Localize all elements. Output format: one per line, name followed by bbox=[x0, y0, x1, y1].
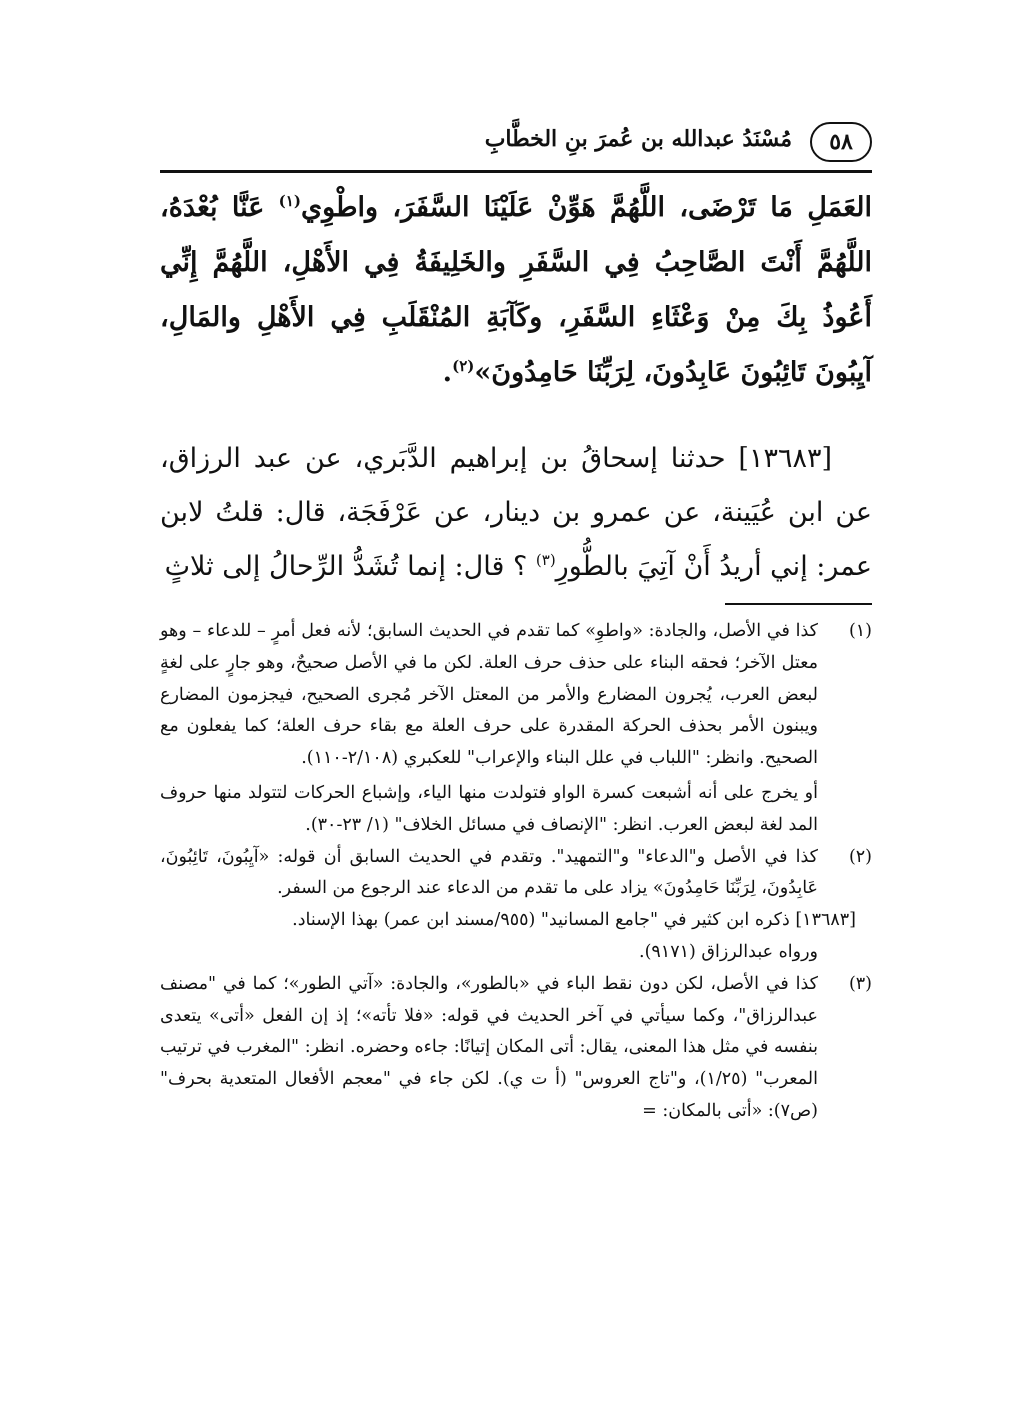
footnote-1 bbox=[160, 616, 872, 842]
footnote-1-para-2: أو يخرج على أنه أشبعت كسرة الواو فتولدت منها الياء، وإشباع الحركات لتتولد منها حروف المد لغة لبعض العرب. انظر: "الإنصاف في مسائل الخلاف" (١/ ٢٣-٣٠). bbox=[160, 782, 818, 835]
footnote-2 bbox=[160, 842, 872, 906]
footnote-2-text: كذا في الأصل و"الدعاء" و"التمهيد". وتقدم في الحديث السابق أن قوله: «آيِبُونَ، تَائِبُونَ، عَابِدُونَ، لِرَبِّنَا حَامِدُونَ» يزاد على ما تقدم من الدعاء عند الرجوع من السفر. bbox=[160, 846, 818, 899]
narration-end: ؟ قال: إنما تُشَدُّ الرِّحالُ إلى ثلاثٍ bbox=[164, 551, 536, 582]
narration-13683 bbox=[160, 432, 872, 594]
takhrij-line-1: [١٣٦٨٣] ذكره ابن كثير في "جامع المسانيد" (٩٥٥/مسند ابن عمر) بهذا الإسناد. bbox=[292, 910, 856, 931]
footnote-3-body bbox=[160, 969, 818, 1128]
narration-lead: [١٣٦٨٣] حدثنا إسحاقُ بن إبراهيم الدَّبَري، عن عبد الرزاق، عن ابن عُيَينة، عن عمرو بن دينار، عن عَرْفَجَة، قال: قلتُ لابن عمر: إني أريدُ أَنْ آتِيَ بالطُّورِ bbox=[160, 443, 872, 582]
hadith-text-end: . bbox=[442, 357, 453, 388]
footnote-1-body bbox=[160, 616, 818, 842]
takhrij-note bbox=[160, 905, 872, 969]
footnote-2-body bbox=[160, 842, 818, 906]
header-divider bbox=[160, 170, 872, 173]
page-number: ٥٨ bbox=[810, 122, 872, 162]
footnote-ref-3[interactable]: (٣) bbox=[535, 551, 556, 569]
footnote-ref-1[interactable]: (١) bbox=[278, 192, 301, 210]
hadith-text bbox=[160, 180, 872, 400]
page-header bbox=[160, 122, 872, 166]
footnote-ref-2[interactable]: (٢) bbox=[452, 357, 475, 375]
footnote-3-number: (٣) bbox=[848, 973, 872, 994]
running-title: مُسْنَدُ عبدالله بن عُمرَ بنِ الخطَّابِ bbox=[484, 126, 792, 152]
footnotes-section bbox=[160, 616, 872, 1128]
footnote-divider bbox=[725, 603, 872, 605]
footnote-3-text: كذا في الأصل، لكن دون نقط الباء في «بالطور»، والجادة: «آتي الطور»؛ كما في "مصنف عبدالرزاق"، وكما سيأتي في آخر الحديث في قوله: «فلا تأته»؛ إذ إن الفعل «أتى» يتعدى بنفسه في مثل هذا المعنى، يقال: أتى المكان إتيانًا: جاءه وحضره. انظر: "المغرب في ترتيب المعرب" (١/٢٥)، و"تاج العروس" (أ ت ي). لكن جاء في "معجم الأفعال المتعدية بحرف" (ص٧): «أتى بالمكان: = bbox=[160, 973, 819, 1121]
hadith-text-lead: العَمَلِ مَا تَرْضَى، اللَّهُمَّ هَوِّنْ عَلَيْنَا السَّفَرَ، واطْوِي bbox=[300, 192, 873, 223]
footnote-2-number: (٢) bbox=[848, 846, 872, 867]
footnote-1-para-1: كذا في الأصل، والجادة: «واطوِ» كما تقدم في الحديث السابق؛ لأنه فعل أمرٍ – للدعاء – وهو معتل الآخر؛ فحقه البناء على حذف حرف العلة. لكن ما في الأصل صحيحٌ، وهو جارٍ على لغةٍ لبعض العرب، يُجرون المضارع والأمر من المعتل الآخر مُجرى الصحيح، فيجزمون المضارع ويبنون الأمر بحذف الحركة المقدرة على حرف العلة مع بقاء حرف العلة؛ كما يفعلون مع الصحيح. وانظر: "اللباب في علل البناء والإعراب" للعكبري (٢/١٠٨-١١٠). bbox=[160, 621, 818, 769]
hadith-text-middle: عَنَّا بُعْدَهُ، اللَّهُمَّ أَنْتَ الصَّاحِبُ فِي السَّفَرِ والخَلِيفَةُ فِي الأَهْلِ، اللَّهُمَّ إِنِّي أَعُوذُ بِكَ مِنْ وَعْثَاءِ السَّفَرِ، وكَآبَةِ المُنْقَلَبِ فِي الأَهْلِ والمَالِ، آيِبُونَ تَائِبُونَ عَابِدُونَ، لِرَبِّنَا حَامِدُونَ» bbox=[160, 192, 872, 388]
footnote-3 bbox=[160, 969, 872, 1128]
footnote-1-number: (١) bbox=[848, 621, 872, 641]
takhrij-line-2: ورواه عبدالرزاق (٩١٧١). bbox=[639, 941, 818, 962]
